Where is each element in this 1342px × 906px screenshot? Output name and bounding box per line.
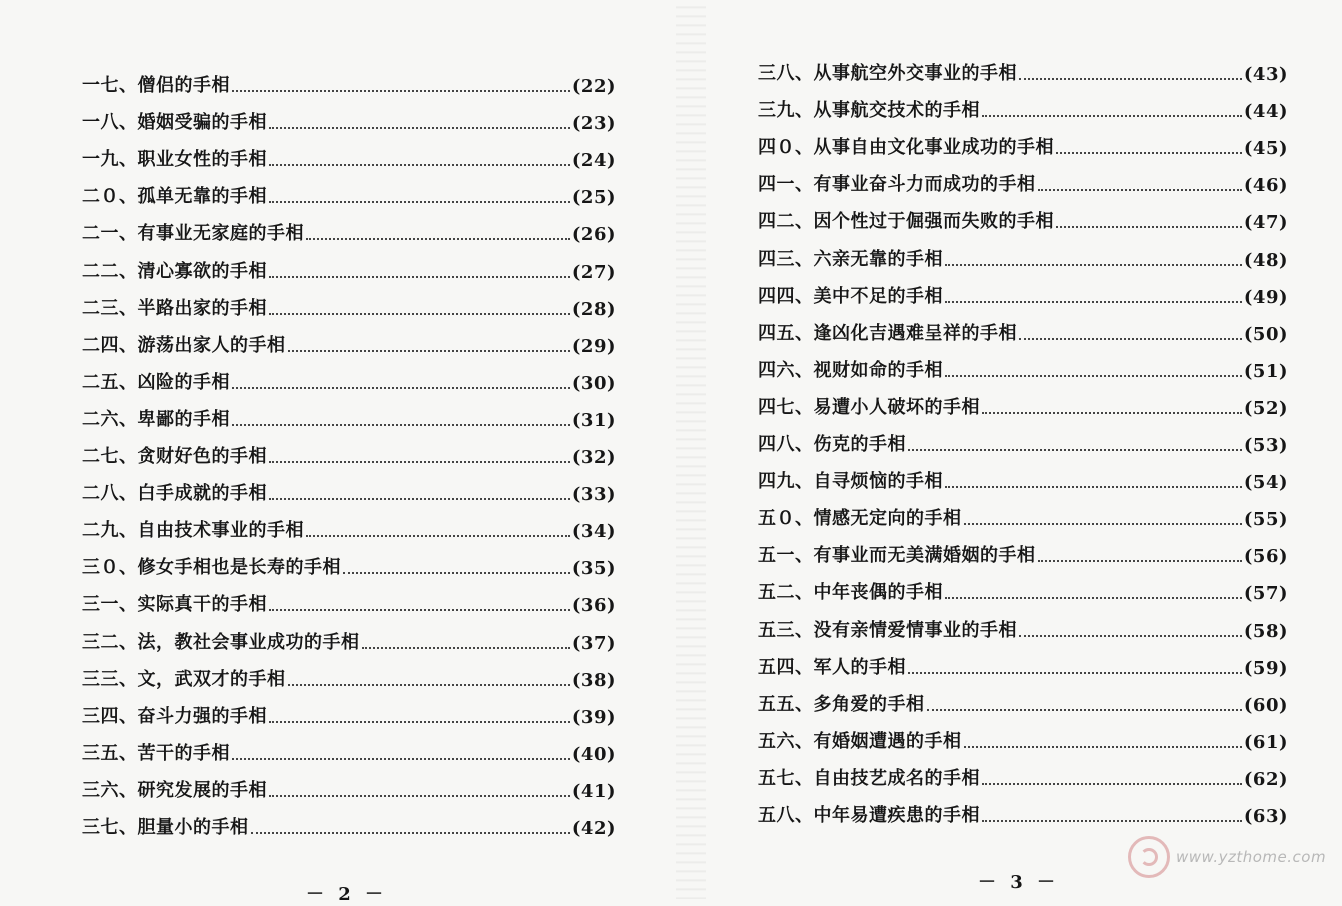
toc-leader-dots [251,831,570,834]
toc-leader-dots [908,671,1242,674]
toc-entry [758,642,1288,679]
toc-entry-page: (42) [571,817,616,839]
toc-entry-number: 二二、 [82,260,138,282]
toc-entry [82,357,616,394]
toc-entry-number: 三五、 [82,742,138,764]
toc-entry-number: 四四、 [758,285,814,307]
toc-entry [82,728,616,765]
toc-entry-title: 自由技艺成名的手相 [813,767,980,789]
toc-entry-number: 三七、 [82,816,138,838]
toc-leader-dots [1056,225,1242,228]
toc-leader-dots [982,782,1242,785]
toc-entry-title: 白手成就的手相 [137,483,267,505]
toc-entry-number: 二七、 [82,446,138,468]
toc-entry-number: 四二、 [758,211,814,233]
toc-entry-page: (40) [571,743,616,765]
toc-entry-page: (30) [571,372,616,394]
toc-leader-dots [982,411,1242,414]
toc-entry-title: 职业女性的手相 [137,149,267,171]
toc-leader-dots [1019,77,1242,80]
toc-entry [82,283,616,320]
toc-entry-page: (27) [571,261,616,283]
toc-leader-dots [945,596,1242,599]
toc-entry-number: 二六、 [82,408,138,430]
toc-entry-page: (62) [1243,768,1288,790]
toc-entry-title: 自寻烦恼的手相 [813,471,943,493]
toc-entry-page: (26) [571,224,616,246]
toc-entry-number: 五一、 [758,545,814,567]
toc-entry [82,802,616,839]
toc-entry [758,85,1288,122]
toc-entry-page: (59) [1243,657,1288,679]
toc-entry-number: 三八、 [758,63,814,85]
toc-leader-dots [232,386,570,389]
toc-entry-page: (54) [1243,472,1288,494]
toc-entry-title: 贪财好色的手相 [137,446,267,468]
toc-entry [758,716,1288,753]
toc-leader-dots [306,534,570,537]
toc-entry-title: 半路出家的手相 [137,297,267,319]
toc-entry-title: 六亲无靠的手相 [813,248,943,270]
toc-leader-dots [269,460,570,463]
toc-entry-page: (60) [1243,694,1288,716]
toc-entry [758,456,1288,493]
toc-entry-title: 从事航空外交事业的手相 [813,63,1017,85]
toc-entry-number: 一七、 [82,75,138,97]
toc-entry-title: 研究发展的手相 [137,779,267,801]
toc-entry-page: (24) [571,150,616,172]
toc-entry-page: (25) [571,187,616,209]
toc-leader-dots [945,374,1242,377]
toc-entry-title: 视财如命的手相 [813,359,943,381]
toc-entry-page: (47) [1243,212,1288,234]
toc-entry [82,431,616,468]
toc-entry-number: 五八、 [758,804,814,826]
toc-leader-dots [927,708,1242,711]
toc-entry [82,60,616,97]
toc-entry [758,308,1288,345]
toc-leader-dots [362,646,570,649]
toc-entry-title: 逢凶化吉遇难呈祥的手相 [813,322,1017,344]
toc-entry-page: (34) [571,521,616,543]
toc-list-right [758,48,1288,827]
toc-entry-number: 四一、 [758,174,814,196]
toc-leader-dots [964,522,1242,525]
toc-entry-title: 有婚姻遭遇的手相 [813,730,962,752]
toc-entry-title: 从事自由文化事业成功的手相 [813,137,1054,159]
toc-entry-title: 清心寡欲的手相 [137,260,267,282]
toc-entry-number: 五三、 [758,619,814,641]
toc-entry-number: 三三、 [82,668,138,690]
toc-entry-number: 一九、 [82,149,138,171]
toc-entry-number: 二九、 [82,520,138,542]
toc-leader-dots [288,349,570,352]
toc-entry-page: (63) [1243,805,1288,827]
toc-entry-number: 四六、 [758,359,814,381]
toc-entry-title: 僧侣的手相 [137,75,230,97]
toc-entry [758,48,1288,85]
toc-entry [82,654,616,691]
toc-leader-dots [269,497,570,500]
toc-entry-page: (51) [1243,360,1288,382]
toc-entry-number: 四五、 [758,322,814,344]
toc-entry-page: (44) [1243,101,1288,123]
toc-entry [758,530,1288,567]
toc-leader-dots [1038,559,1242,562]
toc-entry-number: 三二、 [82,631,138,653]
toc-entry-title: 没有亲情爱情事业的手相 [813,619,1017,641]
toc-entry [758,122,1288,159]
toc-leader-dots [982,114,1242,117]
toc-entry-page: (33) [571,484,616,506]
toc-leader-dots [269,720,570,723]
toc-entry-number: 四七、 [758,396,814,418]
toc-entry-number: 二四、 [82,334,138,356]
toc-leader-dots [232,757,570,760]
toc-entry [82,320,616,357]
toc-entry [758,196,1288,233]
toc-leader-dots [945,263,1242,266]
toc-entry-number: 四八、 [758,434,814,456]
toc-entry-page: (31) [571,409,616,431]
toc-entry-title: 卑鄙的手相 [137,408,230,430]
logo-icon [1128,836,1170,878]
toc-entry-page: (53) [1243,435,1288,457]
toc-entry-page: (38) [571,669,616,691]
toc-entry-page: (28) [571,298,616,320]
toc-entry-page: (36) [571,595,616,617]
toc-entry [82,542,616,579]
toc-entry-title: 易遭小人破坏的手相 [813,396,980,418]
toc-entry [758,159,1288,196]
toc-entry [758,679,1288,716]
watermark-text: www.yzthome.com [1176,848,1327,866]
toc-entry [82,691,616,728]
toc-leader-dots [269,312,570,315]
toc-entry-page: (48) [1243,249,1288,271]
toc-entry [82,765,616,802]
toc-entry [758,233,1288,270]
toc-entry [758,382,1288,419]
toc-entry-title: 情感无定向的手相 [813,508,962,530]
toc-entry-page: (45) [1243,138,1288,160]
right-page [680,0,1342,899]
toc-entry [82,616,616,653]
toc-leader-dots [1019,634,1242,637]
toc-entry-page: (56) [1243,546,1288,568]
toc-entry-title: 因个性过于倔强而失败的手相 [813,211,1054,233]
toc-entry-page: (23) [571,113,616,135]
toc-entry [82,171,616,208]
toc-entry-number: 二八、 [82,483,138,505]
toc-entry [758,271,1288,308]
toc-entry-page: (43) [1243,64,1288,86]
toc-entry [82,468,616,505]
toc-leader-dots [269,126,570,129]
toc-entry-number: 五五、 [758,693,814,715]
toc-entry-page: (61) [1243,731,1288,753]
toc-entry [758,493,1288,530]
toc-entry-title: 有事业而无美满婚姻的手相 [813,545,1036,567]
toc-entry-title: 胆量小的手相 [137,816,249,838]
toc-leader-dots [945,485,1242,488]
toc-entry [82,505,616,542]
toc-entry-title: 法，教社会事业成功的手相 [137,631,360,653]
site-watermark [1128,832,1338,882]
toc-leader-dots [269,608,570,611]
toc-leader-dots [269,163,570,166]
toc-entry [82,245,616,282]
toc-entry-title: 奋斗力强的手相 [137,705,267,727]
toc-entry [82,579,616,616]
toc-entry-page: (22) [571,76,616,98]
toc-entry [758,753,1288,790]
toc-entry-title: 游荡出家人的手相 [137,334,286,356]
toc-entry-title: 有事业奋斗力而成功的手相 [813,174,1036,196]
toc-entry-number: 二三、 [82,297,138,319]
toc-entry-title: 有事业无家庭的手相 [137,223,304,245]
toc-entry-number: 五二、 [758,582,814,604]
toc-leader-dots [269,200,570,203]
toc-entry-page: (37) [571,632,616,654]
toc-leader-dots [232,89,570,92]
toc-entry-number: 五０、 [758,508,814,530]
toc-leader-dots [343,571,570,574]
toc-entry-number: 三四、 [82,705,138,727]
toc-leader-dots [232,423,570,426]
toc-entry-title: 婚姻受骗的手相 [137,112,267,134]
toc-entry-page: (55) [1243,509,1288,531]
toc-entry-number: 五四、 [758,656,814,678]
toc-entry-page: (29) [571,335,616,357]
toc-entry-page: (35) [571,558,616,580]
toc-entry-title: 实际真干的手相 [137,594,267,616]
toc-entry [82,97,616,134]
toc-leader-dots [908,448,1242,451]
toc-entry-number: 二０、 [82,186,138,208]
toc-entry-number: 三九、 [758,100,814,122]
toc-leader-dots [945,300,1242,303]
toc-entry-title: 多角爱的手相 [813,693,925,715]
toc-entry [82,134,616,171]
page-number-right: － 3 － [978,872,1060,893]
toc-entry-number: 五七、 [758,767,814,789]
toc-entry-page: (41) [571,780,616,802]
toc-entry-page: (52) [1243,397,1288,419]
toc-entry-page: (50) [1243,323,1288,345]
toc-entry-page: (39) [571,706,616,728]
toc-list-left [82,60,616,839]
toc-entry-number: 三一、 [82,594,138,616]
toc-leader-dots [269,275,570,278]
toc-entry-title: 修女手相也是长寿的手相 [137,557,341,579]
toc-entry-title: 伤克的手相 [813,434,906,456]
toc-entry-title: 文，武双才的手相 [137,668,286,690]
toc-entry-title: 中年易遭疾患的手相 [813,804,980,826]
toc-entry [758,567,1288,604]
toc-entry-number: 四三、 [758,248,814,270]
toc-entry-title: 中年丧偶的手相 [813,582,943,604]
toc-entry [758,604,1288,641]
toc-leader-dots [964,745,1242,748]
toc-leader-dots [288,683,570,686]
toc-leader-dots [1056,151,1242,154]
toc-entry-page: (46) [1243,175,1288,197]
toc-entry-page: (57) [1243,583,1288,605]
toc-entry-page: (58) [1243,620,1288,642]
toc-entry-number: 三六、 [82,779,138,801]
toc-entry-title: 孤单无靠的手相 [137,186,267,208]
toc-entry-page: (49) [1243,286,1288,308]
toc-leader-dots [1019,337,1242,340]
toc-entry-number: 四０、 [758,137,814,159]
toc-entry-title: 美中不足的手相 [813,285,943,307]
toc-entry [758,345,1288,382]
toc-entry [758,419,1288,456]
toc-entry [758,790,1288,827]
toc-entry-page: (32) [571,447,616,469]
toc-entry-number: 二一、 [82,223,138,245]
toc-entry-number: 一八、 [82,112,138,134]
toc-entry-title: 自由技术事业的手相 [137,520,304,542]
toc-entry-number: 四九、 [758,471,814,493]
toc-entry [82,208,616,245]
toc-leader-dots [269,794,570,797]
toc-leader-dots [1038,188,1242,191]
toc-leader-dots [982,819,1242,822]
toc-entry-title: 军人的手相 [813,656,906,678]
toc-entry-number: 二五、 [82,371,138,393]
toc-entry-title: 苦干的手相 [137,742,230,764]
page-number-left: － 2 － [306,884,388,905]
toc-entry-title: 从事航交技术的手相 [813,100,980,122]
toc-entry-number: 五六、 [758,730,814,752]
toc-leader-dots [306,237,570,240]
toc-entry-title: 凶险的手相 [137,371,230,393]
toc-entry-number: 三０、 [82,557,138,579]
toc-entry [82,394,616,431]
